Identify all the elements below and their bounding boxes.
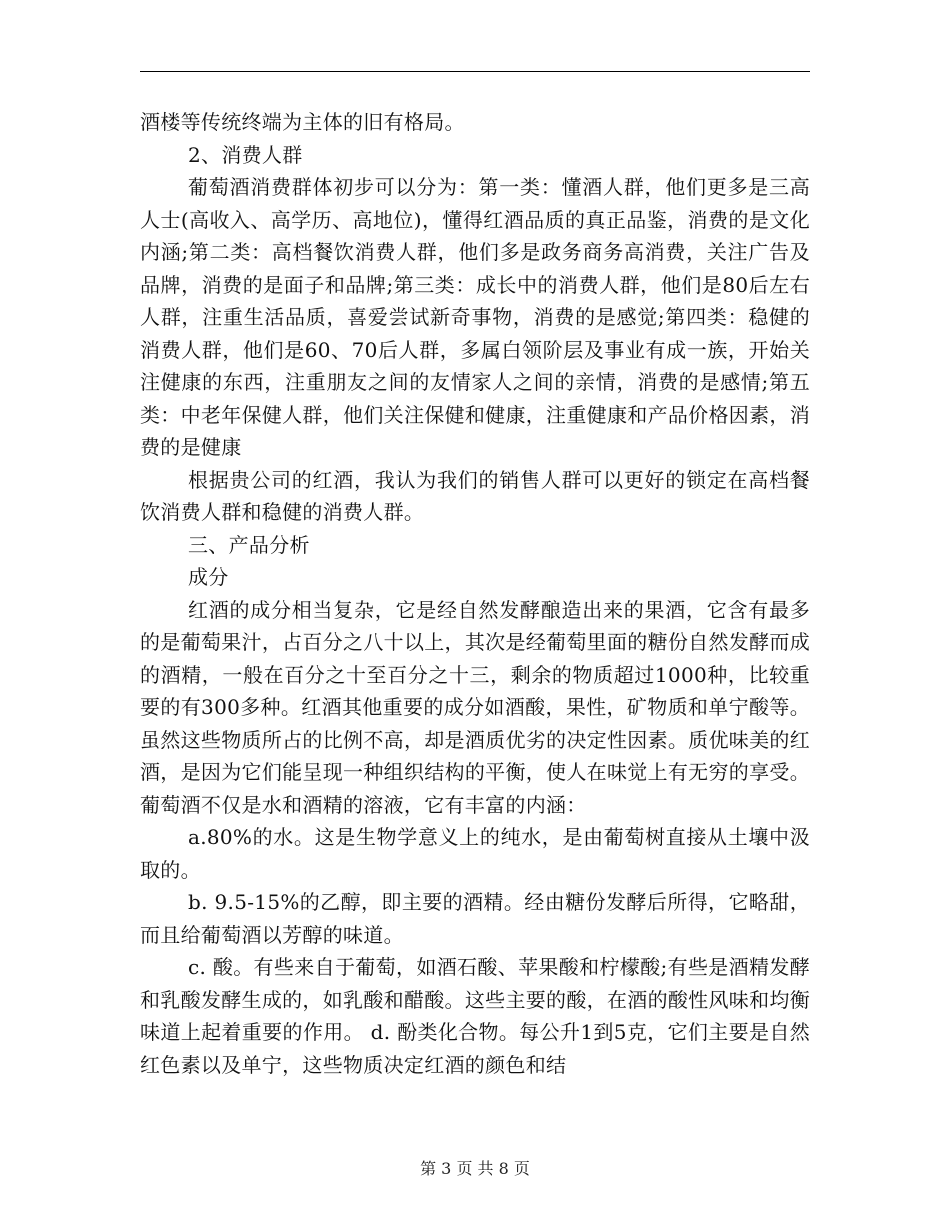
header-rule <box>140 71 810 72</box>
page-number: 第 3 页 共 8 页 <box>420 1159 530 1178</box>
section-heading-product-analysis: 三、产品分析 <box>188 532 310 557</box>
document-body <box>140 106 810 1081</box>
section-heading-consumers: 2、消费人群 <box>188 142 303 167</box>
list-item-b: b. 9.5-15%的乙醇，即主要的酒精。经由糖份发酵后所得，它略甜，而且给葡萄酒以芳醇的味道。 <box>140 890 810 947</box>
paragraph-1: 酒楼等传统终端为主体的旧有格局。 <box>140 110 465 134</box>
paragraph-ingredients: 红酒的成分相当复杂，它是经自然发酵酿造出来的果酒，它含有最多的是葡萄果汁，占百分之八十以上，其次是经葡萄里面的糖份自然发酵而成的酒精，一般在百分之十至百分之十三，剩余的物质超过1000种，比较重要的有300多种。红酒其他重要的成分如酒酸，果性，矿物质和单宁酸等。虽然这些物质所占的比例不高，却是酒质优劣的决定性因素。质优味美的红酒，是因为它们能呈现一种组织结构的平衡，使人在味觉上有无穷的享受。 葡萄酒不仅是水和酒精的溶液，它有丰富的内涵： <box>140 597 810 817</box>
list-item-a: a.80%的水。这是生物学意义上的纯水，是由葡萄树直接从土壤中汲取的。 <box>140 825 810 882</box>
subheading-ingredients: 成分 <box>188 565 229 589</box>
paragraph-consumer-groups: 葡萄酒消费群体初步可以分为：第一类：懂酒人群，他们更多是三高人士(高收入、高学历、高地位)，懂得红酒品质的真正品鉴，消费的是文化内涵;第二类：高档餐饮消费人群，他们多是政务商务高消费，关注广告及品牌，消费的是面子和品牌;第三类：成长中的消费人群，他们是80后左右人群，注重生活品质，喜爱尝试新奇事物，消费的是感觉;第四类：稳健的消费人群，他们是60、70后人群，多属白领阶层及事业有成一族，开始关注健康的东西，注重朋友之间的友情家人之间的亲情，消费的是感情;第五类：中老年保健人群，他们关注保健和健康，注重健康和产品价格因素，消费的是健康 <box>140 175 810 459</box>
paragraph-target-market: 根据贵公司的红酒，我认为我们的销售人群可以更好的锁定在高档餐饮消费人群和稳健的消费人群。 <box>140 467 810 524</box>
list-item-c-d: c. 酸。有些来自于葡萄，如酒石酸、苹果酸和柠檬酸;有些是酒精发酵和乳酸发酵生成的，如乳酸和醋酸。这些主要的酸，在酒的酸性风味和均衡味道上起着重要的作用。 d. 酚类化合物。每公升1到5克，它们主要是自然红色素以及单宁，这些物质决定红酒的颜色和结 <box>140 955 810 1077</box>
